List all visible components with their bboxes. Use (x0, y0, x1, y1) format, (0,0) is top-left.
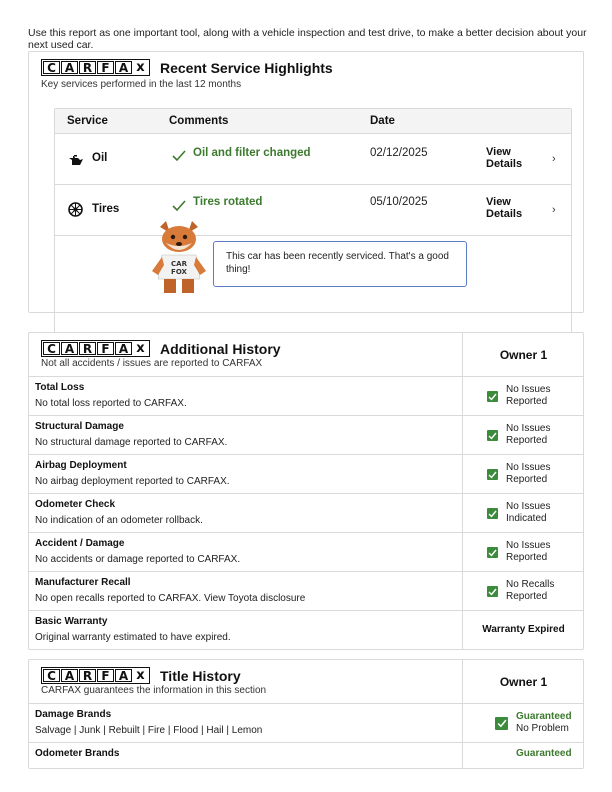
checkmark-icon (172, 150, 186, 162)
tire-icon (68, 202, 83, 217)
checkbox-checked-icon (495, 717, 508, 730)
history-row-structural-damage: Structural Damage No structural damage reported to CARFAX. No Issues Reported (29, 416, 583, 455)
status-structural-damage: No Issues Reported (506, 423, 551, 446)
checkbox-checked-icon (487, 547, 498, 558)
carfox-message-row (55, 237, 571, 296)
status-no-problem: No Problem (516, 723, 569, 734)
service-name-oil: Oil (92, 152, 108, 164)
checkmark-icon (172, 200, 186, 212)
status-odometer: No Issues Indicated (506, 501, 551, 524)
checkbox-checked-icon (487, 469, 498, 480)
service-name-tires: Tires (92, 203, 120, 215)
checkbox-checked-icon (487, 508, 498, 519)
status-airbag: No Issues Reported (506, 462, 551, 485)
title-row-damage-brands: Damage Brands Salvage | Junk | Rebuilt | Fire | Flood | Hail | Lemon Guaranteed No Problem (29, 704, 583, 743)
header-service: Service (67, 115, 108, 127)
title-history-subtitle: CARFAX guarantees the information in this section (41, 685, 267, 696)
history-header (29, 333, 583, 377)
title-history-header (29, 660, 583, 704)
header-comments: Comments (169, 115, 229, 127)
owner-label: Owner 1 (499, 675, 548, 689)
svg-text:CAR: CAR (171, 260, 187, 268)
date-oil: 02/12/2025 (370, 147, 428, 159)
service-header (41, 59, 333, 76)
history-row-total-loss: Total Loss No total loss reported to CARFAX. No Issues Reported (29, 377, 583, 416)
service-row-oil (55, 134, 571, 185)
history-row-accident-damage: Accident / Damage No accidents or damage reported to CARFAX. No Issues Reported (29, 533, 583, 572)
additional-history-card (28, 332, 584, 650)
comment-oil: Oil and filter changed (193, 147, 311, 159)
carfax-logo: C A R F A x (41, 59, 150, 76)
owner-label: Owner 1 (499, 348, 548, 362)
title-history-card (28, 659, 584, 769)
oil-can-icon (68, 152, 84, 168)
svg-text:FOX: FOX (171, 268, 187, 276)
title-history-title: Title History (160, 667, 241, 684)
status-recall: No Recalls Reported (506, 579, 555, 602)
status-guaranteed: Guaranteed (516, 711, 572, 722)
carfox-mascot-icon (150, 221, 208, 295)
status-total-loss: No Issues Reported (506, 384, 551, 407)
status-accident: No Issues Reported (506, 540, 551, 563)
status-guaranteed: Guaranteed (516, 748, 572, 759)
service-title: Recent Service Highlights (160, 59, 333, 76)
date-tires: 05/10/2025 (370, 196, 428, 208)
checkbox-checked-icon (487, 391, 498, 402)
carfax-logo: C A R F A x (41, 340, 150, 357)
carfox-speech-bubble: This car has been recently serviced. That's a good thing! (213, 241, 467, 287)
history-row-airbag-deployment: Airbag Deployment No airbag deployment reported to CARFAX. No Issues Reported (29, 455, 583, 494)
history-row-odometer-check: Odometer Check No indication of an odometer rollback. No Issues Indicated (29, 494, 583, 533)
checkbox-checked-icon (487, 586, 498, 597)
comment-tires: Tires rotated (193, 196, 263, 208)
carfax-logo: C A R F A x (41, 667, 150, 684)
checkbox-checked-icon (487, 430, 498, 441)
intro-text: Use this report as one important tool, along with a vehicle inspection and test drive, to make a better decision about your next used car. (28, 27, 587, 51)
service-table (54, 108, 572, 346)
history-row-basic-warranty: Basic Warranty Original warranty estimated to have expired. Warranty Expired (29, 611, 583, 650)
title-row-odometer-brands: Odometer Brands Guaranteed (35, 748, 572, 759)
header-date: Date (370, 115, 395, 127)
service-row-tires (55, 185, 571, 236)
history-subtitle: Not all accidents / issues are reported to CARFAX (41, 358, 263, 369)
view-details-tires[interactable]: View Details (486, 196, 523, 220)
service-highlights-card (28, 51, 584, 313)
history-row-manufacturer-recall: Manufacturer Recall No open recalls reported to CARFAX. View Toyota disclosure No Recalls Reported (29, 572, 583, 611)
chevron-right-icon[interactable]: › (552, 204, 556, 216)
service-subtitle: Key services performed in the last 12 months (41, 79, 242, 90)
view-details-oil[interactable]: View Details (486, 146, 523, 170)
history-title: Additional History (160, 340, 281, 357)
service-table-header (55, 109, 571, 134)
status-warranty: Warranty Expired (482, 624, 565, 635)
chevron-right-icon[interactable]: › (552, 153, 556, 165)
